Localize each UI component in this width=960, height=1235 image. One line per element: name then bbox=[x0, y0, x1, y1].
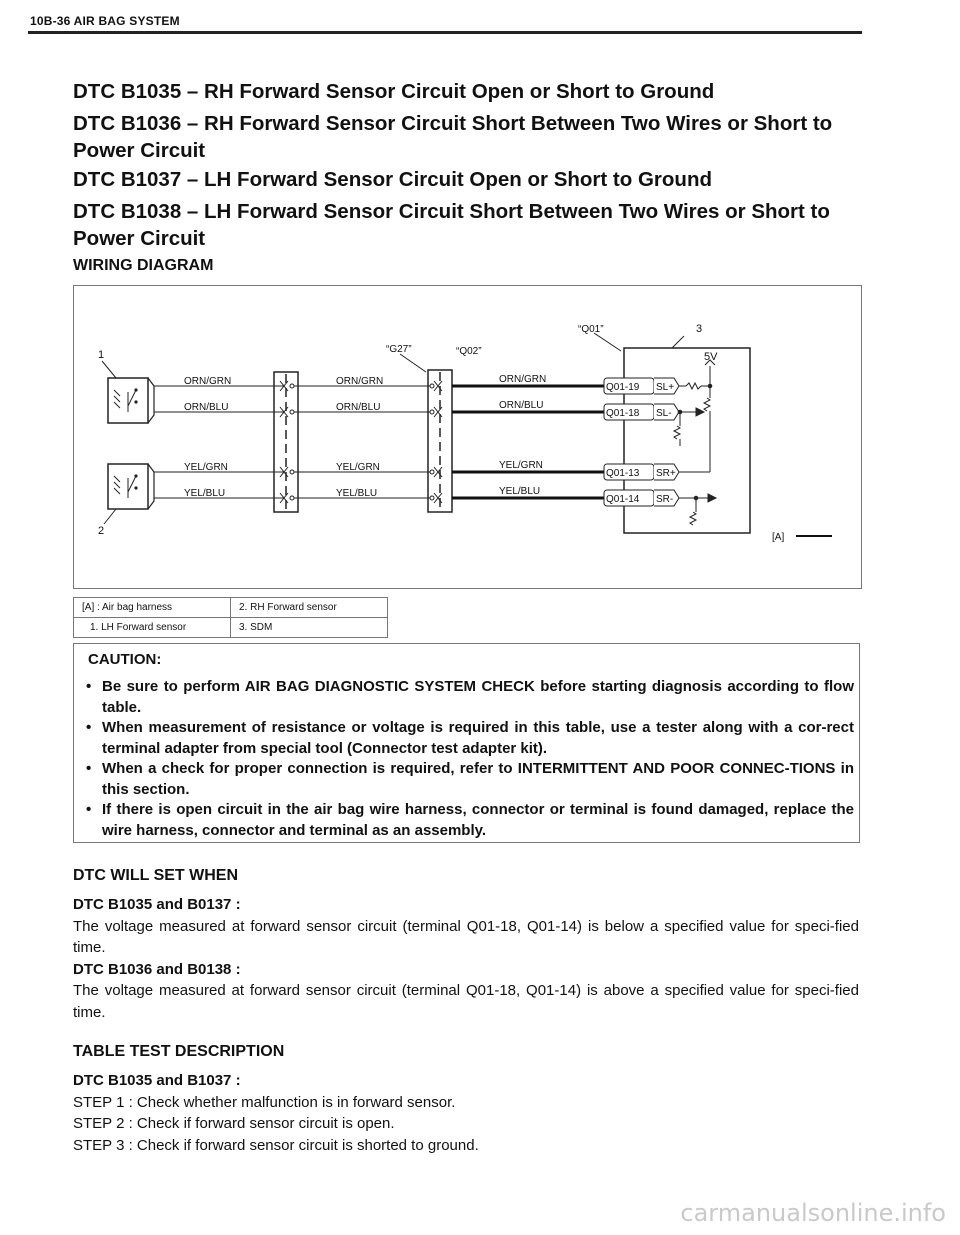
legend-cell: 1. LH Forward sensor bbox=[74, 618, 231, 638]
rh-sensor bbox=[108, 464, 154, 509]
wiring-diagram-svg bbox=[74, 286, 861, 588]
lh-sensor bbox=[108, 378, 154, 423]
label-q02: “Q02” bbox=[456, 346, 482, 357]
dtc-title-b1036: DTC B1036 – RH Forward Sensor Circuit Short Between Two Wires or Short to Power Circuit bbox=[73, 112, 833, 162]
sdm-box bbox=[604, 348, 750, 533]
dtc-set-text2: The voltage measured at forward sensor circuit (terminal Q01-18, Q01-14) is above a specified value for speci-fied time. bbox=[73, 982, 859, 1021]
wire-label: YEL/GRN bbox=[499, 460, 543, 471]
terminal-label: Q01-13 bbox=[606, 468, 640, 479]
label-3: 3 bbox=[696, 323, 703, 335]
legend-cell: 2. RH Forward sensor bbox=[231, 598, 388, 618]
caution-item: • When measurement of resistance or voltage is required in this table, use a tester along with a cor-rect terminal adapter from special tool (Connector test adapter kit). bbox=[84, 718, 854, 759]
caution-item: • When a check for proper connection is required, refer to INTERMITTENT AND POOR CONNEC-TIONS in this section. bbox=[84, 759, 854, 800]
table-test-block bbox=[73, 1070, 859, 1156]
legend-cell: 3. SDM bbox=[231, 618, 388, 638]
label-q01: “Q01” bbox=[578, 324, 604, 335]
dtc-title-b1038: DTC B1038 – LH Forward Sensor Circuit Short Between Two Wires or Short to Power Circuit bbox=[73, 200, 830, 250]
step-line: STEP 1 : Check whether malfunction is in forward sensor. bbox=[73, 1093, 456, 1111]
caution-item: • If there is open circuit in the air bag wire harness, connector or terminal is found damaged, replace the wire harness, connector and terminal as an assembly. bbox=[84, 800, 854, 841]
wire-label: YEL/BLU bbox=[184, 488, 226, 499]
wire-label: ORN/BLU bbox=[336, 402, 381, 413]
label-5v: 5V bbox=[704, 351, 718, 363]
wire-label: ORN/GRN bbox=[336, 376, 384, 387]
wiring-diagram-heading: WIRING DIAGRAM bbox=[73, 257, 214, 274]
step-line: STEP 3 : Check if forward sensor circuit is shorted to ground. bbox=[73, 1136, 479, 1154]
label-a: [A] bbox=[772, 532, 785, 543]
dtc-set-text1: The voltage measured at forward sensor circuit (terminal Q01-18, Q01-14) is below a specified value for speci-fied time. bbox=[73, 917, 859, 956]
footer-watermark: carmanualsonline.info bbox=[680, 1199, 946, 1227]
dtc-set-sub1: DTC B1035 and B0137 : bbox=[73, 896, 241, 913]
wiring-diagram bbox=[73, 285, 862, 589]
terminal-label: Q01-18 bbox=[606, 408, 640, 419]
dtc-will-set-heading: DTC WILL SET WHEN bbox=[73, 867, 239, 884]
connector-g27 bbox=[274, 372, 298, 512]
diagram-legend bbox=[73, 597, 388, 638]
caution-item: • Be sure to perform AIR BAG DIAGNOSTIC SYSTEM CHECK before starting diagnosis according to flow table. bbox=[84, 677, 854, 718]
signal-label: SR- bbox=[656, 494, 674, 505]
page-header: 10B-36 AIR BAG SYSTEM bbox=[30, 14, 180, 28]
dtc-set-sub2: DTC B1036 and B0138 : bbox=[73, 960, 241, 978]
wire-label: YEL/GRN bbox=[336, 462, 380, 473]
signal-label: SR+ bbox=[656, 468, 676, 479]
terminal-label: Q01-19 bbox=[606, 382, 640, 393]
table-test-heading: TABLE TEST DESCRIPTION bbox=[73, 1043, 285, 1060]
dtc-set-block bbox=[73, 894, 859, 1023]
terminal-label: Q01-14 bbox=[606, 494, 640, 505]
step-line: STEP 2 : Check if forward sensor circuit is open. bbox=[73, 1115, 395, 1132]
dtc-title-b1037: DTC B1037 – LH Forward Sensor Circuit Open or Short to Ground bbox=[73, 168, 712, 191]
wire-label: ORN/GRN bbox=[499, 374, 547, 385]
caution-box bbox=[73, 643, 860, 843]
table-test-sub: DTC B1035 and B1037 : bbox=[73, 1072, 241, 1089]
caution-title: CAUTION: bbox=[88, 651, 162, 668]
label-g27: “G27” bbox=[386, 344, 412, 355]
wire-label: YEL/GRN bbox=[184, 462, 228, 473]
caution-list bbox=[84, 677, 854, 841]
wire-label: ORN/BLU bbox=[499, 400, 544, 411]
signal-label: SL+ bbox=[656, 382, 675, 393]
label-2: 2 bbox=[98, 525, 105, 537]
label-1: 1 bbox=[98, 349, 105, 361]
connector-q02 bbox=[428, 370, 452, 512]
header-rule bbox=[28, 31, 862, 34]
wire-label: ORN/GRN bbox=[184, 376, 232, 387]
dtc-title-b1035: DTC B1035 – RH Forward Sensor Circuit Open or Short to Ground bbox=[73, 80, 715, 103]
signal-label: SL- bbox=[656, 408, 672, 419]
legend-cell: [A] : Air bag harness bbox=[74, 598, 231, 618]
wire-label: ORN/BLU bbox=[184, 402, 229, 413]
wire-label: YEL/BLU bbox=[336, 488, 378, 499]
wire-label: YEL/BLU bbox=[499, 486, 541, 497]
